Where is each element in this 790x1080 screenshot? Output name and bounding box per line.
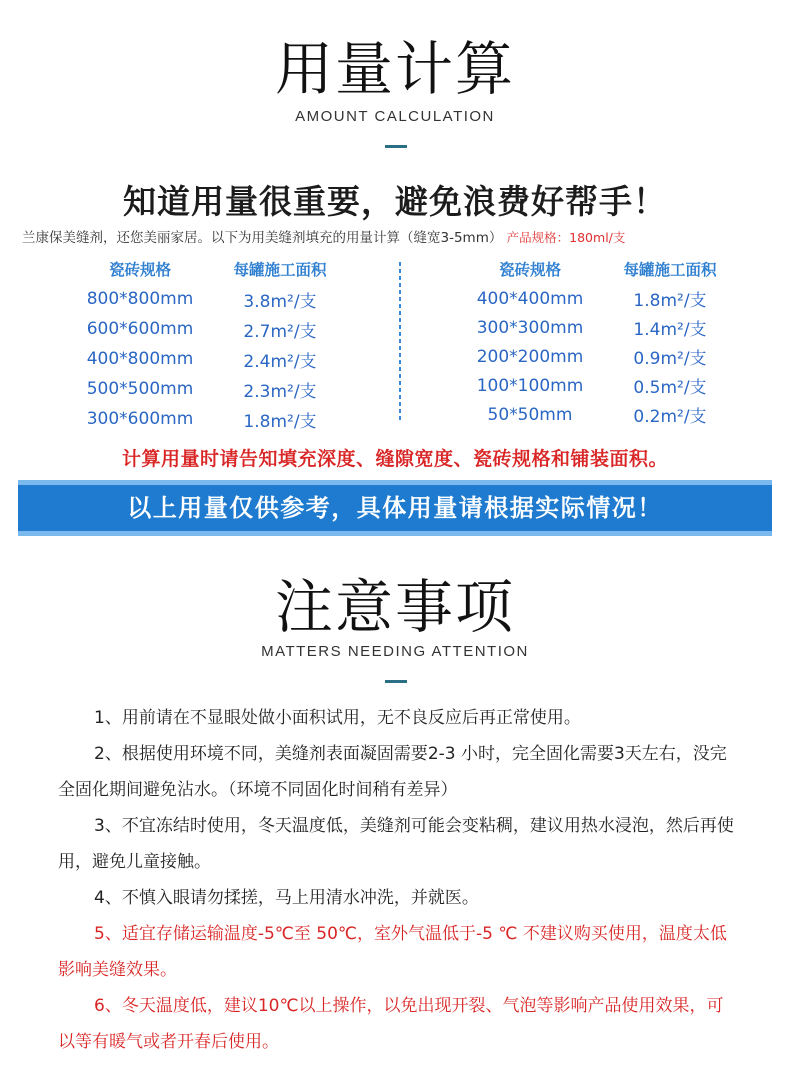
attention-item: 3、不宜冻结时使用，冬天温度低，美缝剂可能会变粘稠，建议用热水浸泡，然后再使用，避免儿童接触。	[58, 816, 734, 872]
product-spec: 产品规格：180ml/支	[506, 230, 626, 245]
calc-intro	[22, 226, 782, 246]
attention-item-warning: 5、适宜存储运输温度-5℃至 50℃，室外气温低于-5 ℃ 不建议购买使用，温度太低影响美缝效果。	[58, 924, 727, 980]
calc-headline: 知道用量很重要，避免浪费好帮手！	[123, 182, 667, 221]
coverage-area: 0.2m²/支	[633, 407, 707, 427]
tile-size: 800*800mm	[86, 289, 194, 309]
calc-title-underline	[385, 145, 407, 148]
table-divider	[399, 262, 401, 422]
coverage-area: 1.8m²/支	[243, 411, 317, 432]
attention-title: 注意事项	[274, 573, 515, 641]
usage-table-right	[450, 258, 730, 429]
calc-note: 计算用量时请告知填充深度、缝隙宽度、瓷砖规格和铺装面积。	[121, 448, 668, 470]
table-row	[60, 314, 340, 344]
table-header	[450, 258, 730, 284]
header-area: 每罐施工面积	[623, 261, 717, 279]
tile-size: 300*600mm	[86, 409, 194, 429]
usage-table-left	[60, 258, 340, 434]
table-row	[60, 284, 340, 314]
coverage-area: 3.8m²/支	[243, 291, 317, 312]
coverage-area: 0.5m²/支	[633, 378, 707, 398]
table-row	[60, 404, 340, 434]
disclaimer-banner: 以上用量仅供参考，具体用量请根据实际情况！	[18, 480, 772, 536]
tile-size: 100*100mm	[476, 375, 584, 396]
coverage-area: 1.8m²/支	[633, 291, 707, 311]
tile-size: 500*500mm	[86, 379, 194, 399]
attention-subtitle: MATTERS NEEDING ATTENTION	[261, 643, 529, 660]
tile-size: 300*300mm	[476, 317, 584, 338]
calc-title: 用量计算	[274, 35, 515, 103]
table-header	[60, 258, 340, 284]
table-row	[450, 313, 730, 342]
intro-text: 兰康保美缝剂，还您美丽家居。以下为用美缝剂填充的用量计算（缝宽3-5mm）	[22, 230, 503, 246]
table-row	[60, 374, 340, 404]
header-tile-size: 瓷砖规格	[108, 261, 171, 279]
table-row	[60, 344, 340, 374]
table-row	[450, 400, 730, 429]
coverage-area: 0.9m²/支	[633, 349, 707, 369]
tile-size: 600*600mm	[86, 319, 194, 339]
attention-title-underline	[385, 680, 407, 683]
coverage-area: 2.4m²/支	[243, 351, 317, 372]
attention-item: 1、用前请在不显眼处做小面积试用，无不良反应后再正常使用。	[94, 708, 581, 728]
header-area: 每罐施工面积	[233, 261, 327, 279]
coverage-area: 1.4m²/支	[633, 320, 707, 340]
table-row	[450, 342, 730, 371]
tile-size: 50*50mm	[487, 404, 573, 425]
coverage-area: 2.7m²/支	[243, 321, 317, 342]
table-row	[450, 284, 730, 313]
attention-item: 4、不慎入眼请勿揉搓，马上用清水冲洗，并就医。	[94, 888, 479, 908]
table-row	[450, 371, 730, 400]
calc-subtitle: AMOUNT CALCULATION	[295, 108, 495, 125]
attention-item: 2、根据使用环境不同，美缝剂表面凝固需要2-3 小时，完全固化需要3天左右，没完全固化期间避免沾水。（环境不同固化时间稍有差异）	[58, 744, 727, 800]
tile-size: 400*800mm	[86, 349, 194, 369]
tile-size: 400*400mm	[476, 288, 584, 309]
attention-list	[58, 700, 738, 1060]
header-tile-size: 瓷砖规格	[498, 261, 561, 279]
attention-item-warning: 6、冬天温度低，建议10℃以上操作，以免出现开裂、气泡等影响产品使用效果，可以等有暖气或者开春后使用。	[58, 996, 724, 1052]
coverage-area: 2.3m²/支	[243, 381, 317, 402]
tile-size: 200*200mm	[476, 346, 584, 367]
